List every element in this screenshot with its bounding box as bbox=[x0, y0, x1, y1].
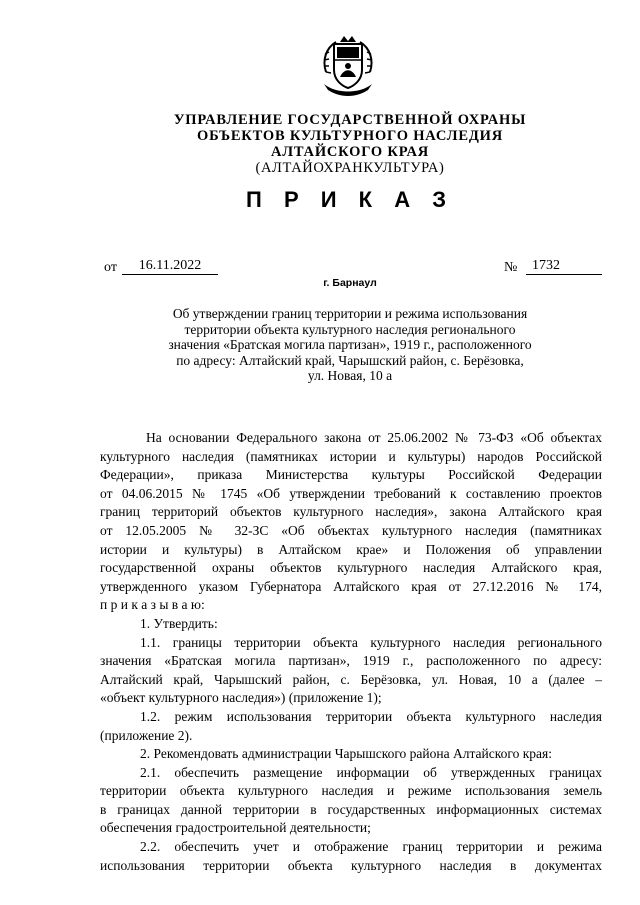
body-line: 2. Рекомендовать администрации Чарышского района Алтайского края: bbox=[140, 746, 552, 762]
body-line: использования территории объекта культурного наследия в документах bbox=[100, 857, 602, 873]
number-value: 1732 bbox=[526, 258, 602, 275]
body-line: «объект культурного наследия») (приложение 1); bbox=[100, 690, 382, 706]
subject-line: территории объекта культурного наследия регионального bbox=[184, 321, 516, 337]
coat-of-arms-icon bbox=[316, 32, 380, 98]
document-title: П Р И К А З bbox=[246, 187, 454, 212]
body-line: 1.2. режим использования территории объекта культурного наследия bbox=[140, 708, 602, 724]
subject-line: ул. Новая, 10 а bbox=[307, 368, 393, 383]
org-name-line-2: ОБЪЕКТОВ КУЛЬТУРНОГО НАСЛЕДИЯ bbox=[197, 128, 503, 144]
body-line: в границах данной территории в государственных информационных системах bbox=[100, 801, 602, 817]
body-line: государственной охраны объектов культурного наследия Алтайского края, bbox=[100, 560, 602, 576]
body-line: На основании Федерального закона от 25.06.2002 № 73-ФЗ «Об объектах bbox=[146, 430, 602, 445]
org-short-name: (АЛТАЙОХРАНКУЛЬТУРА) bbox=[255, 160, 445, 176]
body-line: обеспечения градостроительной деятельности; bbox=[100, 820, 371, 836]
body-line: утвержденного указом Губернатора Алтайского края от 27.12.2016 № 174, bbox=[100, 578, 602, 594]
date-label: от bbox=[104, 260, 117, 275]
subject-line: по адресу: Алтайский край, Чарышский район, с. Берёзовка, bbox=[176, 352, 524, 368]
body-line: Федерации», приказа Министерства культуры Российской Федерации bbox=[100, 467, 602, 483]
body-line: п р и к а з ы в а ю: bbox=[100, 597, 205, 613]
number-label: № bbox=[504, 260, 518, 275]
body-line: от 12.05.2005 № 32-ЗС «Об объектах культурного наследия (памятниках bbox=[100, 522, 602, 538]
org-name-line-1: УПРАВЛЕНИЕ ГОСУДАРСТВЕННОЙ ОХРАНЫ bbox=[173, 112, 527, 128]
body-line: (приложение 2). bbox=[100, 727, 193, 743]
body-line: территории объекта культурного наследия и режиме использования земель bbox=[100, 783, 602, 799]
body-line: 2.2. обеспечить учет и отображение границ территории и режима bbox=[140, 839, 602, 855]
body-line: границ территорий объектов культурного наследия», закона Алтайского края bbox=[100, 504, 602, 520]
body-line: значения «Братская могила партизан», 1919 г., расположенного по адресу: bbox=[100, 653, 602, 669]
body-line: 1. Утвердить: bbox=[140, 615, 218, 631]
body-line: Алтайский край, Чарышский район, с. Берёзовка, ул. Новая, 10 а (далее – bbox=[100, 671, 602, 687]
city-name: г. Барнаул bbox=[323, 277, 377, 289]
body-line: истории и культуры) в Алтайском крае» и Положения об управлении bbox=[100, 541, 602, 557]
body-line: от 04.06.2015 № 1745 «Об утверждении требований к составлению проектов bbox=[100, 485, 602, 501]
body-line: 2.1. обеспечить размещение информации об утвержденных границах bbox=[140, 764, 602, 780]
org-name-line-3: АЛТАЙСКОГО КРАЯ bbox=[270, 144, 430, 160]
subject-line: значения «Братская могила партизан», 1919 г., расположенного bbox=[168, 337, 532, 352]
body-line: культурного наследия (памятниках истории и культуры) народов Российской bbox=[100, 448, 602, 464]
subject-line: Об утверждении границ территории и режима использования bbox=[172, 306, 528, 321]
body-line: 1.1. границы территории объекта культурного наследия регионального bbox=[140, 634, 602, 650]
subject-heading bbox=[140, 306, 560, 384]
document-body bbox=[100, 429, 602, 875]
date-value: 16.11.2022 bbox=[122, 258, 218, 275]
